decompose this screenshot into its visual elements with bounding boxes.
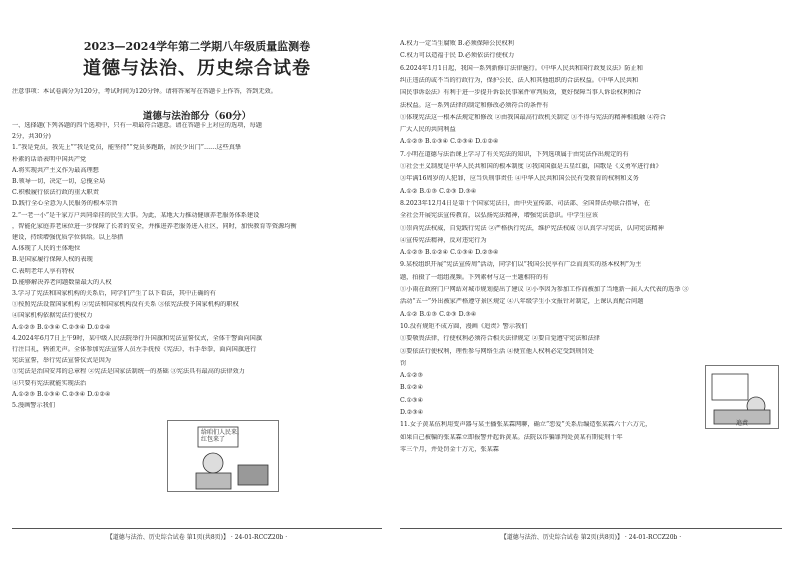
section-title: 道德与法治部分（60分）: [142, 111, 252, 122]
left-text-line: ，智能化家庭养老床位进一步保障了长者的安全，并推进养老服务进入社区，同时，加快教育等资源均衡: [12, 222, 297, 230]
cartoon-image-2: [705, 365, 779, 429]
right-text-line: 8.2023年12月4日是第十个国家宪法日，由中央宣传部、司法部、全国普法办联合指导，在: [400, 199, 651, 207]
right-text-line: 10.没有规矩不成方圆，漫画《追责》警示我们: [400, 322, 528, 330]
right-text-line: ①崇尚宪法权威，自觉践行宪法 ②严格执行宪法，维护宪法权威 ③认真学习宪法，认同宪法精神: [400, 224, 664, 232]
right-text-line: ①小雨在政府门户网站对城市规划提出了建议 ②小李因为参加工作而被加了当地新一届人大代表的选举 ③: [400, 286, 689, 293]
left-text-line: ④只要有宪法就能实现法治: [12, 379, 87, 387]
page-footer-2: 【道德与法治、历史综合试卷 第2页(共8页)】 · 24-01-RCCZ20b ·: [500, 534, 682, 541]
right-text-line: C.①③④: [400, 396, 424, 404]
right-text-line: 9.某校组织开展“宪法宣传周”活动，同学们以“我国公民享有广泛而真实的基本权利”为主: [400, 261, 642, 269]
left-text-line: D.能够解决养老问题数量最大的人权: [12, 278, 112, 286]
page-left: [12, 0, 382, 561]
right-text-line: 法权益。这一系列法律的制定和修改必须符合的条件有: [400, 101, 549, 109]
left-text-line: ①按照宪法设置国家机构 ②宪法和国家机构没有关系 ③依宪法授予国家机构的职权: [12, 301, 239, 309]
left-text-line: ①宪法是治国安邦的总章程 ②宪法是国家法制统一的基础 ③宪法具有最高的法律效力: [12, 368, 245, 376]
left-text-line: ④国家机构依据宪法行使权力: [12, 312, 93, 320]
left-text-line: 2分，共30分): [12, 133, 51, 141]
right-text-line: 活动“五一”外出被家严格遵守景区规定 ④八年级学生小文报针对制定，上课认真配合问题: [400, 298, 644, 306]
cartoon-caption-2: 追责: [736, 420, 749, 427]
right-text-line: ④宣传宪法精神，反对违宪行为: [400, 236, 487, 244]
left-text-line: 宪法宣誓，举行宪法宣誓仪式是因为: [12, 357, 111, 365]
right-text-line: A.①②③: [400, 372, 424, 380]
notice: 注意事项：本试卷满分为120分，考试时间为120分钟。请将答案写在答题卡上作答，答到无效。: [12, 88, 277, 95]
right-text-line: A.①②③ B.①②④ C.①③④ D.②③④: [400, 249, 499, 257]
right-text-line: 题，拍摄了一组组视频。下列素材与这一主题相符的有: [400, 273, 549, 281]
right-text-line: A.①② B.①③ C.②③ D.③④: [400, 187, 477, 195]
left-text-line: 3.学习了宪法和国家机构的关系后，同学们产生了以下看法，其中正确的有: [12, 290, 216, 297]
right-text-line: 国民事诉讼法》有利于进一步提升诉讼民事案件审判质效，更好保障当事人诉讼权利和合: [400, 89, 642, 97]
right-text-line: ①社会主义制度是中华人民共和国的根本制度 ②我国国旗是五星红旗，国歌是《义勇军进行曲》: [400, 163, 662, 170]
left-text-line: 朴素的话语表明中国共产党: [12, 155, 87, 163]
left-text-line: B.领导一切，决定一切，总揽全局: [12, 178, 106, 185]
right-text-line: 广大人民的共同利益: [400, 126, 456, 134]
right-text-line: ①要敬畏法律，行使权利必须符合相关法律规定 ②要自觉遵守宪法和法律: [400, 335, 600, 343]
left-text-line: 4.2024年6月7日上午9时，某中级人民法院举行升国旗和宪法宣誓仪式，全体干警面向国旗: [12, 334, 263, 342]
left-text-line: B.是国家履行保障人权的表现: [12, 256, 93, 264]
left-text-line: 行注目礼，鸦雀无声。全体参加宪法宣誓人员左手抚按《宪法》，右手举拳，面向国旗进行: [12, 346, 257, 353]
right-text-line: A.权力一定当生腐败 B.必须保障公民权利: [400, 40, 514, 47]
left-text-line: C.积极履行依法行政的重大职责: [12, 189, 99, 197]
left-text-line: 建设，持续增强优质学位供给。以上举措: [12, 234, 124, 241]
left-text-line: A.①②③ B.①③④ C.②③④ D.①②④: [12, 323, 111, 331]
right-text-line: ③年满16周岁的人犯罪，应当负刑事责任 ④中华人民共和国公民有受教育的权利和义务: [400, 175, 639, 183]
left-text-line: A.将实现共产主义作为最高理想: [12, 166, 99, 174]
exam-title: 道德与法治、历史综合试卷: [83, 58, 311, 79]
left-text-line: C.表明老年人享有特权: [12, 267, 75, 275]
right-text-line: 罚: [400, 359, 407, 367]
right-text-line: 7.小明在道德与法治课上学习了有关宪法的知识，下列选项属于由宪法作出规定的有: [400, 150, 629, 158]
right-text-line: 零三个月，并处罚金十万元，张某霖: [400, 445, 499, 453]
right-text-line: C.权力可以造福于民 D.必须依法行使权力: [400, 52, 515, 60]
right-text-line: B.①②④: [400, 384, 424, 392]
left-text-line: 1.“我是党员，我先上”“我是党员，能坚持”“党员多跑路，居民少出门”……这些真挚: [12, 144, 242, 152]
right-text-line: 11.女子黄某伍利用变声器与某主播张某霖网聊，确立“恋爱”关系后编造张某霖六十六万元，: [400, 421, 652, 429]
right-text-line: A.①② B.①③ C.②③ D.③④: [400, 310, 477, 318]
cartoon-image: [167, 420, 279, 492]
left-text-line: 一、选择题(下列各题的四个选项中，只有一项最符合题意。请在答题卡上对应的选项，每题: [12, 122, 262, 129]
right-text-line: 如果自己被骗的张某霖立即报警并起诉黄某。法院以诈骗罪判处黄某有期徒刑十年: [400, 433, 623, 441]
footer-divider: [12, 528, 382, 529]
page-footer: 【道德与法治、历史综合试卷 第1页(共8页)】 · 24-01-RCCZ20b ·: [106, 534, 288, 541]
left-text-line: 5.漫画警示我们: [12, 402, 56, 409]
left-text-line: A.①②③ B.①③④ C.②③④ D.①②④: [12, 390, 111, 398]
left-text-line: A.体现了人民的主体地位: [12, 245, 81, 253]
right-text-line: 6.2024年1月1日起，我国一系列新修订法律施行。《中华人民共和国行政复议法》防止和: [400, 64, 643, 72]
left-text-line: D.践行全心全意为人民服务的根本宗旨: [12, 200, 118, 208]
cartoon-caption: 给咱们人民来， 红包来了: [201, 429, 244, 443]
footer-divider-2: [400, 528, 782, 529]
right-text-line: A.①②③ B.①③④ C.②③④ D.①②④: [400, 138, 499, 146]
right-text-line: 纠正违法的或不当的行政行为，保护公民、法人和其他组织的合法权益。《中华人民共和: [400, 76, 639, 84]
right-text-line: ③要依法行使权利，理性参与网络生活 ④便宜他人权利必定受到刑罚处: [400, 347, 594, 355]
exam-header: 2023—2024学年第二学期八年级质量监测卷: [83, 40, 311, 53]
right-text-line: D.②③④: [400, 409, 424, 416]
right-text-line: ①体现宪法这一根本法规定和修改 ②由我国最高行政机关制定 ③不得与宪法的精神相抵触 ④符合: [400, 113, 666, 121]
left-text-line: 2.“一老一小”是千家万户共同牵挂的民生大事。为此，某地大力推动健康养老服务体系建设: [12, 211, 260, 219]
right-text-line: 全社会开展宪法宣传教育，以弘扬宪法精神，增强宪法意识。中学生应该: [400, 212, 598, 220]
page-right: [400, 0, 782, 561]
